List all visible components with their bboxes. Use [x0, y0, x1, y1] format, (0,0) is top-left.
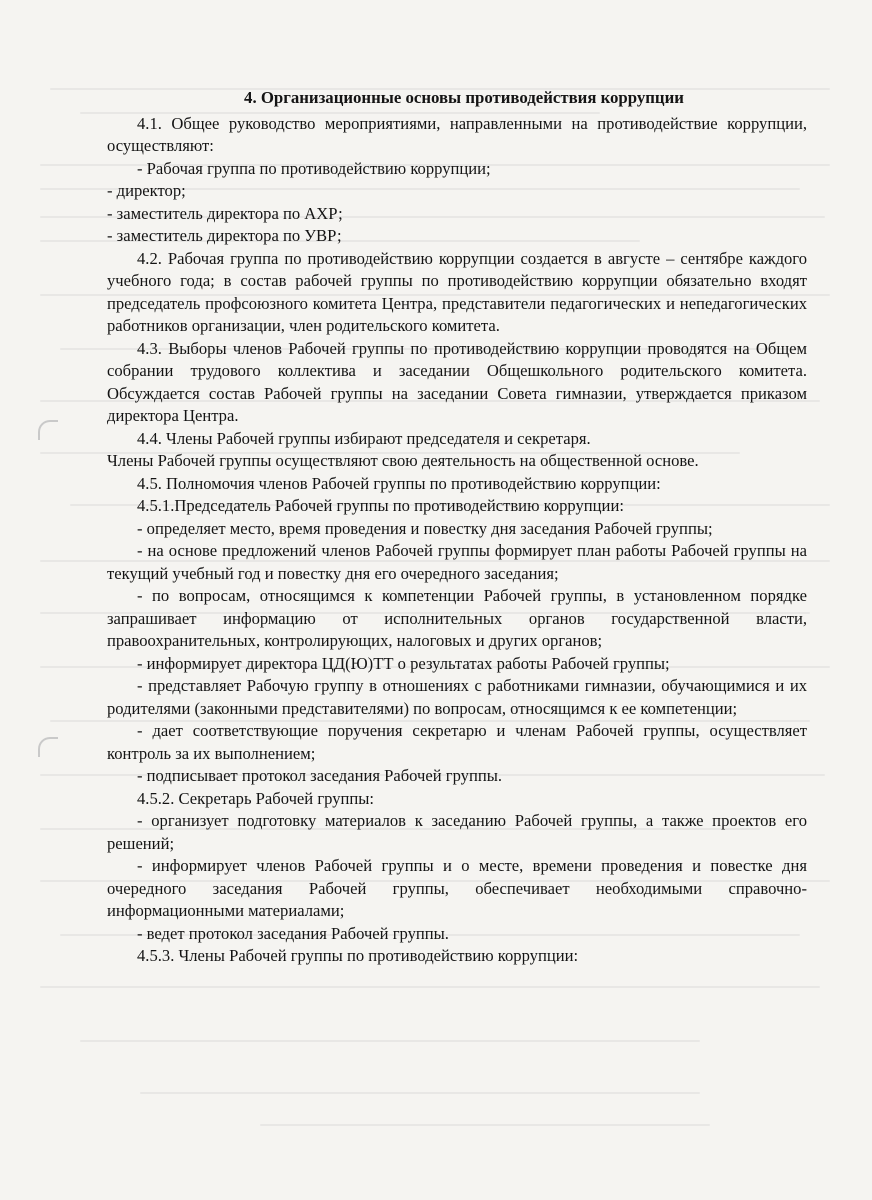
- paragraph: 4.5.2. Секретарь Рабочей группы:: [137, 788, 375, 808]
- paragraph: - на основе предложений членов Рабочей группы формирует план работы Рабочей группы на текущий учебный год и повестку дня его очередного заседания;: [107, 541, 807, 583]
- paragraph: - Рабочая группа по противодействию коррупции;: [137, 158, 491, 178]
- document-body: [107, 87, 807, 968]
- paragraph: - подписывает протокол заседания Рабочей группы.: [137, 766, 503, 785]
- paragraph: - заместитель директора по АХР;: [107, 203, 343, 223]
- paragraph: 4.2. Рабочая группа по противодействию коррупции создается в августе – сентябре каждого учебного года; в состав рабочей группы по противодействию коррупции обязательно входят председатель профсоюзного комитета Центра, представители педагогических и непедагогических работников организации, член родительского комитета.: [107, 248, 807, 335]
- paragraph: - ведет протокол заседания Рабочей группы.: [137, 923, 449, 943]
- paragraph-list: [107, 113, 807, 968]
- paragraph: - информирует директора ЦД(Ю)ТТ о результатах работы Рабочей группы;: [137, 653, 670, 673]
- paragraph: - директор;: [107, 181, 186, 200]
- paragraph: - представляет Рабочую группу в отношениях с работниками гимназии, обучающимися и их родителями (законными представителями) по вопросам, относящимся к ее компетенции;: [107, 676, 807, 718]
- paragraph: 4.5. Полномочия членов Рабочей группы по противодействию коррупции:: [137, 473, 661, 493]
- paragraph: 4.3. Выборы членов Рабочей группы по противодействию коррупции проводятся на Общем собрании трудового коллектива и заседании Общешкольного родительского комитета. Обсуждается состав Рабочей группы на заседании Совета гимназии, утверждается приказом директора Центра.: [107, 338, 807, 425]
- paragraph: - дает соответствующие поручения секретарю и членам Рабочей группы, осуществляет контроль за их выполнением;: [107, 721, 807, 763]
- paragraph: - информирует членов Рабочей группы и о месте, времени проведения и повестке дня очередного заседания Рабочей группы, обеспечивает необходимыми справочно-информационными материалами;: [107, 856, 807, 920]
- paragraph: - заместитель директора по УВР;: [107, 226, 342, 245]
- paragraph: - организует подготовку материалов к заседанию Рабочей группы, а также проектов его решений;: [107, 811, 807, 853]
- paragraph: - определяет место, время проведения и повестку дня заседания Рабочей группы;: [137, 518, 713, 538]
- section-heading: 4. Организационные основы противодействия коррупции: [244, 88, 684, 107]
- paragraph: - по вопросам, относящимся к компетенции Рабочей группы, в установленном порядке запрашивает информацию от исполнительных органов государственной власти, правоохранительных, контролирующих, налоговых и других органов;: [107, 586, 807, 650]
- paragraph: 4.5.1.Председатель Рабочей группы по противодействию коррупции:: [137, 496, 624, 515]
- paragraph: 4.4. Члены Рабочей группы избирают председателя и секретаря.: [137, 428, 591, 448]
- paragraph: 4.1. Общее руководство мероприятиями, направленными на противодействие коррупции, осуществляют:: [107, 113, 807, 155]
- punch-hole-mark: [38, 420, 58, 440]
- punch-hole-mark: [38, 737, 58, 757]
- paragraph: Члены Рабочей группы осуществляют свою деятельность на общественной основе.: [107, 451, 699, 470]
- paragraph: 4.5.3. Члены Рабочей группы по противодействию коррупции:: [137, 946, 579, 965]
